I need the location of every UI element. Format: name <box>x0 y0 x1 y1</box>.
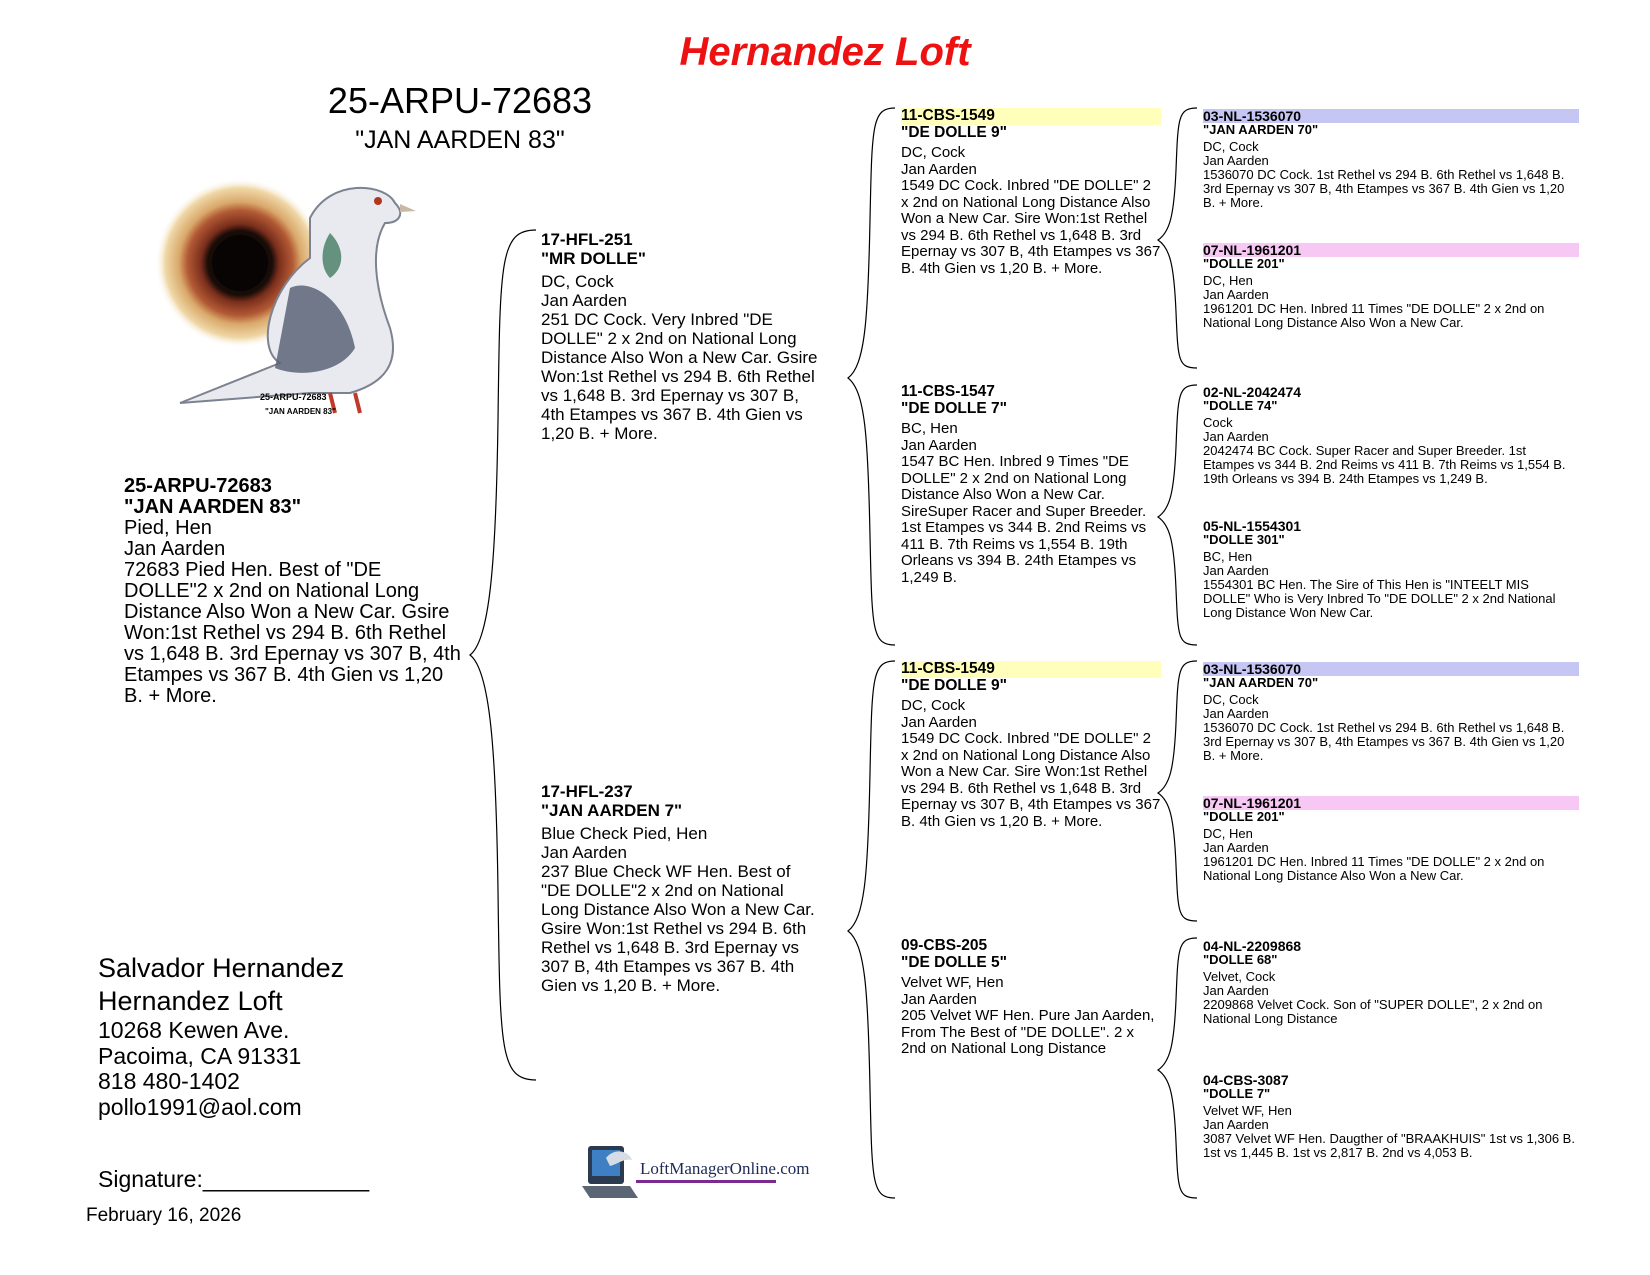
subject-header <box>230 78 690 156</box>
entry-color-sex: BC, Hen <box>901 420 958 437</box>
entry-band: 05-NL-1554301 <box>1203 518 1302 534</box>
entry-breeder: Jan Aarden <box>541 291 628 310</box>
bracket-dam <box>848 661 895 1198</box>
great-grandparent-entry <box>1203 385 1579 486</box>
entry-breeder: Jan Aarden <box>901 713 977 731</box>
bracket-sire <box>848 108 895 645</box>
entry-breeder: Jan Aarden <box>1203 563 1269 578</box>
entry-color-sex: Velvet WF, Hen <box>901 974 1004 991</box>
entry-name: "DOLLE 7" <box>1203 1086 1271 1101</box>
entry-band: 07-NL-1961201 <box>1203 243 1579 257</box>
entry-name: "DOLLE 201" <box>1203 809 1285 824</box>
entry-color-sex: DC, Cock <box>1203 139 1259 154</box>
entry-band: 07-NL-1961201 <box>1203 796 1579 810</box>
entry-color-sex: DC, Cock <box>901 144 966 161</box>
entry-band: 11-CBS-1547 <box>901 383 995 400</box>
photo-label-name: "JAN AARDEN 83" <box>265 407 336 416</box>
entry-notes: 251 DC Cock. Very Inbred "DE DOLLE" 2 x 2nd on National Long Distance Also Won a New Car. Gsire Won:1st Rethel vs 294 B. 6th Rethel vs 1,648 B. 3rd Epernay vs 307 B, 4th Etampes vs 367 B. 4th Gien vs 1,20 B. + More. <box>541 310 818 443</box>
entry-notes: 1536070 DC Cock. 1st Rethel vs 294 B. 6th Rethel vs 1,648 B. 3rd Epernay vs 307 B, 4th Etampes vs 367 B. 4th Gien vs 1,20 B. + More. <box>1203 167 1565 210</box>
entry-color-sex: Velvet WF, Hen <box>1203 1103 1292 1118</box>
entry-name: "DE DOLLE 5" <box>901 953 1007 971</box>
entry-name: "DOLLE 201" <box>1203 256 1285 271</box>
entry-name: "JAN AARDEN 70" <box>1203 122 1319 137</box>
entry-band: 04-CBS-3087 <box>1203 1072 1289 1088</box>
entry-band: 09-CBS-205 <box>901 937 988 954</box>
owner-info <box>98 952 344 1120</box>
grandparent-entry <box>901 661 1161 830</box>
great-grandparent-entry <box>1203 796 1579 883</box>
signature-line: Signature:_____________ <box>98 1166 370 1192</box>
entry-color-sex: Cock <box>1203 415 1233 430</box>
great-grandparent-entry <box>1203 662 1579 763</box>
entry-band: 03-NL-1536070 <box>1203 662 1579 676</box>
entry-breeder: Jan Aarden <box>1203 706 1269 721</box>
entry-color-sex: DC, Hen <box>1203 826 1253 841</box>
bracket-gp1 <box>1158 108 1197 368</box>
pigeon-photo <box>160 178 430 448</box>
entry-name: "DOLLE 74" <box>1203 398 1278 413</box>
subject-entry <box>124 476 464 707</box>
entry-breeder: Jan Aarden <box>1203 840 1269 855</box>
entry-notes: 1549 DC Cock. Inbred "DE DOLLE" 2 x 2nd on National Long Distance Also Won a New Car. Sire Won:1st Rethel vs 294 B. 6th Rethel vs 1,648 B. 3rd Epernay vs 307 B, 4th Etampes vs 367 B. 4th Gien vs 1,20 B. + More. <box>901 177 1161 277</box>
entry-breeder: Jan Aarden <box>1203 153 1269 168</box>
dam-entry <box>541 782 823 995</box>
entry-breeder: Jan Aarden <box>901 436 977 454</box>
entry-notes: 1536070 DC Cock. 1st Rethel vs 294 B. 6th Rethel vs 1,648 B. 3rd Epernay vs 307 B, 4th Etampes vs 367 B. 4th Gien vs 1,20 B. + More. <box>1203 720 1565 763</box>
great-grandparent-entry <box>1203 939 1579 1026</box>
entry-color-sex: Blue Check Pied, Hen <box>541 824 708 843</box>
entry-band: 11-CBS-1549 <box>901 108 1161 125</box>
photo-label-band: 25-ARPU-72683 <box>260 392 327 402</box>
entry-color-sex: DC, Cock <box>901 697 966 714</box>
owner-address: 10268 Kewen Ave. <box>98 1017 290 1043</box>
print-date: February 16, 2026 <box>86 1205 242 1226</box>
grandparent-entry <box>901 384 1161 586</box>
entry-band: 17-HFL-251 <box>541 230 633 249</box>
entry-notes: 1549 DC Cock. Inbred "DE DOLLE" 2 x 2nd on National Long Distance Also Won a New Car. Sire Won:1st Rethel vs 294 B. 6th Rethel vs 1,648 B. 3rd Epernay vs 307 B, 4th Etampes vs 367 B. 4th Gien vs 1,20 B. + More. <box>901 730 1161 830</box>
entry-notes: 2209868 Velvet Cock. Son of "SUPER DOLLE", 2 x 2nd on National Long Distance <box>1203 997 1543 1026</box>
entry-notes: 1961201 DC Hen. Inbred 11 Times "DE DOLLE" 2 x 2nd on National Long Distance Also Won a New Car. <box>1203 854 1545 883</box>
great-grandparent-entry <box>1203 109 1579 210</box>
entry-notes: 3087 Velvet WF Hen. Daugther of "BRAAKHUIS" 1st vs 1,306 B. 1st vs 1,445 B. 1st vs 2,817 B. 2nd vs 4,053 B. <box>1203 1131 1575 1160</box>
subject-name: "JAN AARDEN 83" <box>355 126 565 154</box>
entry-name: "DOLLE 301" <box>1203 532 1285 547</box>
entry-name: "JAN AARDEN 83" <box>124 496 302 518</box>
loftmanager-logo <box>580 1136 810 1204</box>
entry-name: "DOLLE 68" <box>1203 952 1278 967</box>
owner-email: pollo1991@aol.com <box>98 1093 302 1120</box>
owner-name: Salvador Hernandez <box>98 953 345 983</box>
entry-breeder: Jan Aarden <box>124 538 226 560</box>
entry-notes: 1554301 BC Hen. The Sire of This Hen is "INTEELT MIS DOLLE" Who is Very Inbred To "DE DOLLE" 2 x 2nd National Long Distance Won New Car. <box>1203 577 1556 620</box>
entry-name: "MR DOLLE" <box>541 249 646 268</box>
entry-name: "DE DOLLE 9" <box>901 676 1007 694</box>
subject-band-number: 25-ARPU-72683 <box>327 80 593 121</box>
bracket-gp3 <box>1158 661 1197 921</box>
entry-band: 17-HFL-237 <box>541 782 633 801</box>
entry-color-sex: Velvet, Cock <box>1203 969 1276 984</box>
entry-notes: 2042474 BC Cock. Super Racer and Super Breeder. 1st Etampes vs 344 B. 2nd Reims vs 411 B. 7th Reims vs 1,554 B. 19th Orleans vs 394 B. 24th Etampes vs 1,249 B. <box>1203 443 1566 486</box>
entry-breeder: Jan Aarden <box>541 843 628 862</box>
entry-band: 04-NL-2209868 <box>1203 938 1302 954</box>
loft-title: Hernandez Loft <box>679 30 971 74</box>
entry-name: "DE DOLLE 7" <box>901 399 1007 417</box>
entry-notes: 237 Blue Check WF Hen. Best of "DE DOLLE"2 x 2nd on National Long Distance Also Won a New Car. Gsire Won:1st Rethel vs 294 B. 6th Rethel vs 1,648 B. 3rd Epernay vs 307 B, 4th Etampes vs 367 B. 4th Gien vs 1,20 B. + More. <box>541 862 815 995</box>
entry-notes: 72683 Pied Hen. Best of "DE DOLLE"2 x 2nd on National Long Distance Also Won a New Car. Gsire Won:1st Rethel vs 294 B. 6th Rethel vs 1,648 B. 3rd Epernay vs 307 B, 4th Etampes vs 367 B. 4th Gien vs 1,20 B. + More. <box>124 559 461 707</box>
entry-color-sex: DC, Cock <box>541 272 614 291</box>
great-grandparent-entry <box>1203 243 1579 330</box>
entry-breeder: Jan Aarden <box>1203 429 1269 444</box>
entry-name: "JAN AARDEN 7" <box>541 801 683 820</box>
entry-notes: 205 Velvet WF Hen. Pure Jan Aarden, From The Best of "DE DOLLE". 2 x 2nd on National Long Distance <box>901 1007 1155 1057</box>
entry-name: "DE DOLLE 9" <box>901 123 1007 141</box>
great-grandparent-entry <box>1203 1073 1579 1160</box>
entry-band: 03-NL-1536070 <box>1203 109 1579 123</box>
owner-loft: Hernandez Loft <box>98 986 283 1016</box>
owner-city: Pacoima, CA 91331 <box>98 1042 302 1069</box>
entry-color-sex: BC, Hen <box>1203 549 1253 564</box>
entry-notes: 1961201 DC Hen. Inbred 11 Times "DE DOLLE" 2 x 2nd on National Long Distance Also Won a New Car. <box>1203 301 1545 330</box>
entry-band: 11-CBS-1549 <box>901 661 1161 678</box>
entry-color-sex: Pied, Hen <box>124 517 212 539</box>
grandparent-entry <box>901 108 1161 277</box>
entry-breeder: Jan Aarden <box>1203 287 1269 302</box>
sire-entry <box>541 230 823 443</box>
bracket-gp2 <box>1158 385 1197 645</box>
entry-breeder: Jan Aarden <box>901 990 977 1008</box>
entry-color-sex: DC, Cock <box>1203 692 1259 707</box>
entry-breeder: Jan Aarden <box>1203 1117 1269 1132</box>
entry-band: 25-ARPU-72683 <box>124 475 272 497</box>
owner-phone: 818 480-1402 <box>98 1068 240 1094</box>
bracket-gp4 <box>1158 938 1197 1198</box>
logo-text: LoftManagerOnline.com <box>640 1159 810 1178</box>
entry-name: "JAN AARDEN 70" <box>1203 675 1319 690</box>
grandparent-entry <box>901 938 1161 1058</box>
entry-breeder: Jan Aarden <box>1203 983 1269 998</box>
bracket-gen1 <box>470 230 536 1080</box>
entry-breeder: Jan Aarden <box>901 160 977 178</box>
entry-color-sex: DC, Hen <box>1203 273 1253 288</box>
great-grandparent-entry <box>1203 519 1579 620</box>
entry-notes: 1547 BC Hen. Inbred 9 Times "DE DOLLE" 2 x 2nd on National Long Distance Also Won a New Car. SireSuper Racer and Super Breeder. 1st Etampes vs 344 B. 2nd Reims vs 411 B. 7th Reims vs 1,554 B. 19th Orleans vs 394 B. 24th Etampes vs 1,249 B. <box>901 453 1147 586</box>
entry-band: 02-NL-2042474 <box>1203 384 1302 400</box>
